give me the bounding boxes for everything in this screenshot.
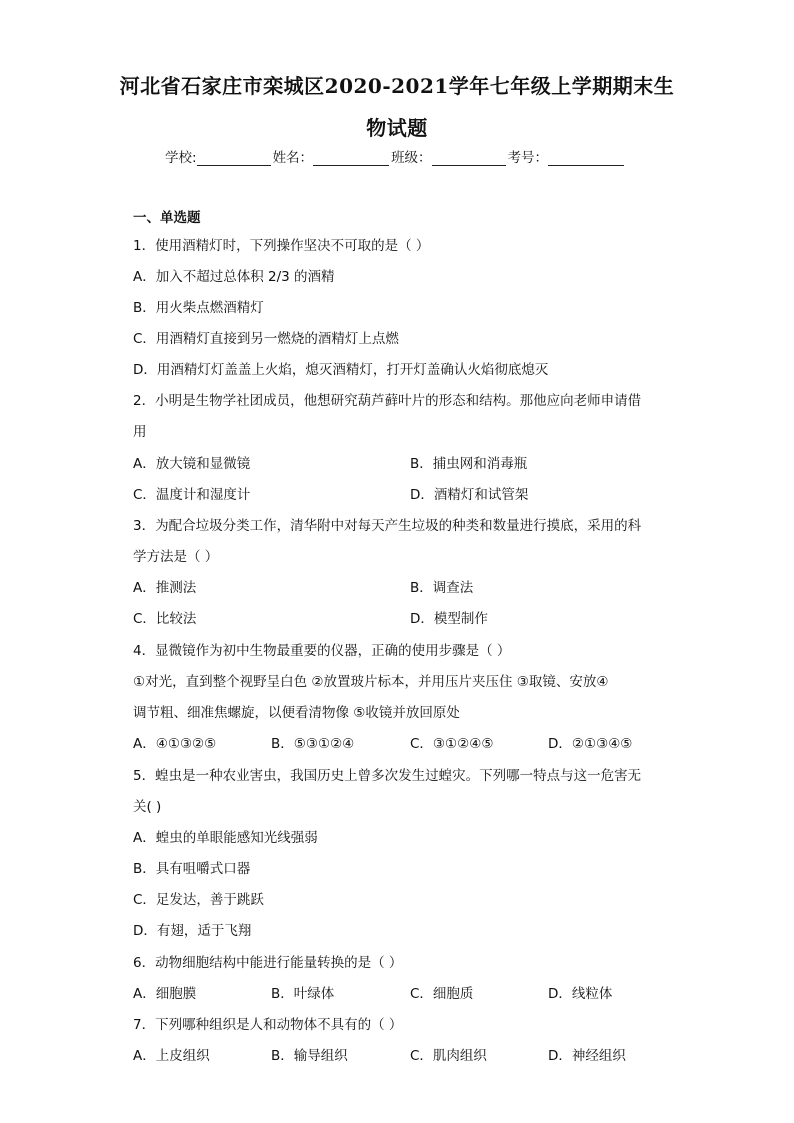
q3-option-a: A．推测法 [133, 580, 197, 596]
q6-stem: 6．动物细胞结构中能进行能量转换的是（ ） [133, 955, 403, 971]
q7-option-d: D．神经组织 [548, 1048, 626, 1064]
class-blank[interactable] [432, 151, 506, 166]
exam-title-line1: 河北省石家庄市栾城区2020-2021学年七年级上学期期末生 [119, 74, 675, 98]
section-heading: 一、单选题 [133, 210, 201, 226]
q3-option-d: D．模型制作 [410, 611, 488, 627]
q6-option-a: A．细胞膜 [133, 986, 197, 1002]
q5-option-a: A．蝗虫的单眼能感知光线强弱 [133, 830, 318, 846]
q7-stem: 7．下列哪种组织是人和动物体不具有的（ ） [133, 1017, 403, 1033]
q5-stem-line1: 5．蝗虫是一种农业害虫，我国历史上曾多次发生过蝗灾。下列哪一特点与这一危害无 [133, 768, 642, 784]
q6-option-c: C．细胞质 [410, 986, 474, 1002]
q2-option-a: A．放大镜和显微镜 [133, 456, 251, 472]
q6-option-b: B．叶绿体 [271, 986, 335, 1002]
q5-option-c: C．足发达，善于跳跃 [133, 892, 264, 908]
q5-option-b: B．具有咀嚼式口器 [133, 861, 251, 877]
school-label: 学校: [165, 150, 197, 166]
q2-stem-line1: 2．小明是生物学社团成员，他想研究葫芦藓叶片的形态和结构。那他应向老师申请借 [133, 393, 642, 409]
q5-option-d: D．有翅，适于飞翔 [133, 923, 252, 939]
q3-option-b: B．调查法 [410, 580, 474, 596]
q1-option-a: A．加入不超过总体积 2/3 的酒精 [133, 269, 335, 285]
q4-steps-line1: ①对光，直到整个视野呈白色 ②放置玻片标本，并用压片夹压住 ③取镜、安放④ [133, 674, 609, 690]
exam-title-line2: 物试题 [366, 116, 428, 140]
q4-option-c: C．③①②④⑤ [410, 736, 494, 752]
q6-option-d: D．线粒体 [548, 986, 613, 1002]
q4-option-a: A．④①③②⑤ [133, 736, 217, 752]
q2-option-b: B．捕虫网和消毒瓶 [410, 456, 528, 472]
q7-option-b: B．输导组织 [271, 1048, 348, 1064]
class-label: 班级： [391, 150, 432, 166]
q3-stem-line2: 学方法是（ ） [133, 549, 219, 565]
q1-option-c: C．用酒精灯直接到另一燃烧的酒精灯上点燃 [133, 331, 399, 347]
q5-stem-line2: 关( ) [133, 799, 162, 815]
student-info-row [165, 146, 626, 166]
q7-option-a: A．上皮组织 [133, 1048, 210, 1064]
q1-option-d: D．用酒精灯灯盖盖上火焰，熄灭酒精灯，打开灯盖确认火焰彻底熄灭 [133, 362, 549, 378]
q2-option-c: C．温度计和湿度计 [133, 487, 251, 503]
q3-option-c: C．比较法 [133, 611, 197, 627]
q4-option-b: B．⑤③①②④ [271, 736, 355, 752]
q4-stem: 4．显微镜作为初中生物最重要的仪器，正确的使用步骤是（ ） [133, 643, 511, 659]
q3-stem-line1: 3．为配合垃圾分类工作，清华附中对每天产生垃圾的种类和数量进行摸底，采用的科 [133, 518, 642, 534]
name-label: 姓名： [272, 150, 314, 166]
q2-stem-line2: 用 [133, 424, 147, 440]
exam-number-blank[interactable] [548, 151, 624, 166]
school-blank[interactable] [197, 151, 271, 166]
q1-option-b: B．用火柴点燃酒精灯 [133, 300, 264, 316]
q4-option-d: D．②①③④⑤ [548, 736, 633, 752]
q2-option-d: D．酒精灯和试管架 [410, 487, 529, 503]
q4-steps-line2: 调节粗、细准焦螺旋，以便看清物像 ⑤收镜并放回原处 [133, 705, 460, 721]
exam-number-label: 考号： [507, 150, 549, 166]
q1-stem: 1．使用酒精灯时，下列操作坚决不可取的是（ ） [133, 238, 430, 254]
q7-option-c: C．肌肉组织 [410, 1048, 487, 1064]
name-blank[interactable] [313, 151, 389, 166]
